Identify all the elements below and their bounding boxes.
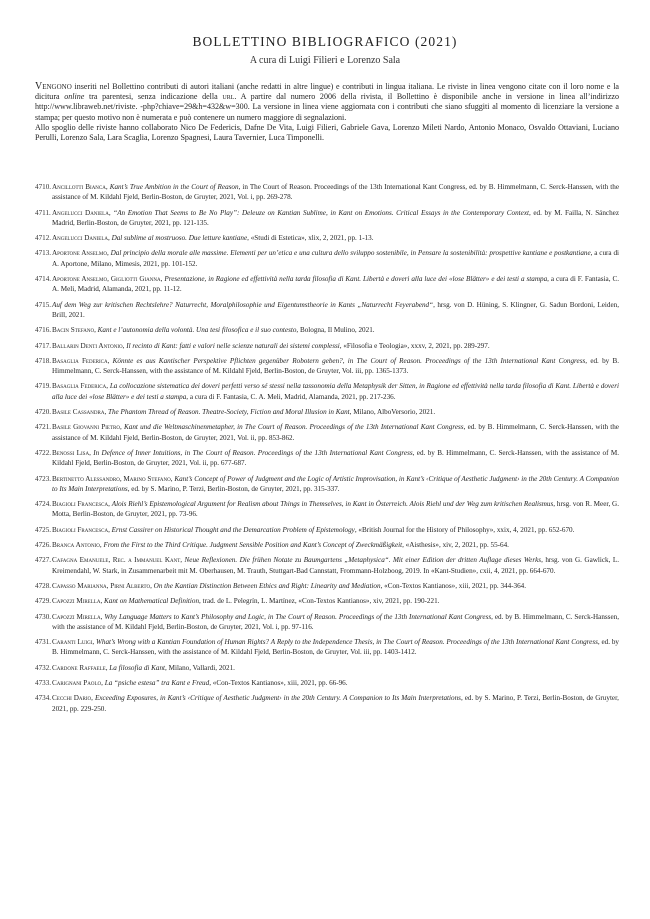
entry-author: Aportone Anselmo [52,249,107,258]
entry-details: , «British Journal for the History of Philosophy», xxix, 4, 2021, pp. 652-670. [354,525,575,534]
entry-details: , ed. by B. Himmelmann, C. Serck-Hanssen, with the assistance of M. Kildahl Fjeld, Berlin-Boston, de Gruyter, Vol. iii, pp. 1403-1412. [52,638,619,657]
entry-number: 4733. [35,678,52,687]
entry-number: 4711. [35,208,51,217]
entry-author: Angelucci Daniela [52,208,109,217]
intro-text-2: tra parentesi, senza indicazione della [84,92,223,102]
entry: 4712.Angelucci Daniela, Dal sublime al mostruoso. Due letture kantiane, «Studi di Estetica», xlix, 2, 2021, pp. 1-13. [35,234,374,243]
entry: 4718.Basaglia Federica, Könnte es aus Kantischer Perspektive Pflichten gegenüber Robotern geben?, in The Court of Reason. Proceedings of the 13th International Kant Congress, ed. by B. Himmelmann, C. Serck-Hanssen, with the assistance of M. Kildahl Fjeld, Berlin-Boston, de Gruyter, Vol. iii, pp. 1365-1373. [35,356,619,376]
entry: 4717.Ballarin Denti Antonio, Il recinto di Kant: fatti e valori nelle scienze naturali dei sistemi complessi, «Filosofia e Teologia», xxxv, 2, 2021, pp. 289-297. [35,341,490,350]
entry-title: Kant on Mathematical Definition [104,597,200,606]
entry: 4722.Benossi Lisa, In Defence of Inner Intuitions, in The Court of Reason. Proceedings of the 13th International Kant Congress, ed. by B. Himmelmann, C. Serck-Hanssen, with the assistance of M. Kildahl Fjeld, Berlin-Boston, de Gruyter, 2021, Vol. ii, pp. 677-687. [35,448,619,468]
entry-number: 4714. [35,275,52,284]
intro-url: url [222,92,235,102]
entry-author: Caranti Luigi [52,638,93,647]
entry: 4723.Bertinetto Alessandro, Marino Stefano, Kant’s Concept of Power of Judgment and the Logic of Artistic Improvisation, in Kant’s ‹Critique of Aesthetic Judgment› in the 20th Century. A Companion to Its Main Interpretations, ed. by S. Marino, P. Terzi, Berlin-Boston, de Gruyter, 2021, pp. 315-337. [35,474,619,493]
entry: 4733.Carignani Paolo, La “psiche estesa” tra Kant e Freud, «Con-Textos Kantianos», xiii, 2021, pp. 66-96. [35,678,348,687]
intro-online: online [64,92,85,102]
entry-number: 4730. [35,612,52,621]
entry-author: Ballarin Denti Antonio [52,341,123,350]
entry-details: , Milano, AlboVersorio, 2021. [349,408,436,417]
entry-number: 4710. [35,183,52,191]
entry-number: 4715. [35,300,52,309]
entry-details: , ed. by M. Failla, N. Sánchez Madrid, Berlin-Boston, de Gruyter, 2021, pp. 121-135. [52,208,620,227]
entry-details: , ed. by S. Marino, P. Terzi, Berlin-Boston, de Gruyter, 2021, pp. 229-250. [52,694,619,713]
entry-author: Basaglia Federica [52,356,108,365]
entry: 4726.Branca Antonio, From the First to the Third Critique. Judgment Sensible Position and Kant’s Concept of Zweckmäßigkeit, «Aisthesis», xiv, 2, 2021, pp. 55-64. [35,541,509,550]
entry-number: 4728. [35,581,52,590]
entry-number: 4712. [35,234,52,243]
entry-details: , a cura di F. Fantasia, C. A. Meli, Madrid, Alamanda, 2021, pp. 11-12. [52,275,619,294]
intro-text-1: inseriti nel Bollettino contributi di autori italiani (anche redatti in altre lingue) e contributi in lingua italiana. Le riviste in linea vengono citate con il loro nome e la dicitura [35,82,619,102]
entry: 4720.Basile Cassandra, The Phantom Thread of Reason. Theatre-Society, Fiction and Moral Illusion in Kant, Milano, AlboVersorio, 2021. [35,408,436,417]
entry-author: Capozzi Mirella [52,612,101,621]
entry-title: La collocazione sistematica dei doveri perfetti verso sé stessi nella tassonomia della Metaphysik der Sitten, in Ragione ed effettività nella tarda filosofia di Kant. Libertà e doveri alla luce dei «lose Blätter» e dei testi a stampa [52,382,619,401]
page-subtitle: A cura di Luigi Filieri e Lorenzo Sala [249,55,401,66]
entry-author: Basaglia Federica [52,382,107,391]
entry-author: Bacin Stefano [52,326,95,335]
entry-title: What’s Wrong with a Kantian Foundation of Human Rights? A Reply to the Independence Thesis, in The Court of Reason. Proceedings of the 13th International Kant Congress [95,638,598,647]
entry-title: On the Kantian Distinction Between Ethics and Right: Linearity and Mediation [153,581,381,590]
entry-title: La “psiche estesa” tra Kant e Freud [104,678,210,687]
entry: 4714.Aportone Anselmo, Gigliotti Gianna, Presentazione, in Ragione ed effettività nella tarda filosofia di Kant. Libertà e doveri alla luce dei «lose Blätter» e dei testi a stampa, a cura di F. Fantasia, C. A. Meli, Madrid, Alamanda, 2021, pp. 11-12. [35,275,619,294]
entry-author: Basile Giovanni Pietro [52,423,120,432]
intro-dropcap: Vengono [35,81,72,92]
entry-title: Dal principio della morale alle massime. Elementi per un’etica e una cultura dello sviluppo sostenibile, in Pensare la sostenibilità: prospettive kantiane e postkantiane [110,249,591,258]
entry-title: La filosofia di Kant [109,663,166,672]
page-title: BOLLETTINO BIBLIOGRAFICO (2021) [192,34,458,49]
entry-title: Kant’s Concept of Power of Judgment and the Logic of Artistic Improvisation, in Kant’s ‹Critique of Aesthetic Judgment› in the 20th Century. A Companion to Its Main Interpretations [52,474,619,493]
entry-title: Kant’s True Ambition in the Court of Reason [109,183,239,191]
intro-collaborators: Allo spoglio delle riviste hanno collaborato Nico De Federicis, Dafne De Vita, Luigi Filieri, Gabriele Gava, Lorenzo Mileti Nardo, Antonio Monaco, Osvaldo Ottaviani, Luciano Perulli, Lorenzo Sala, Lara Scaglia, Lorenzo Spagnesi, Laura Tavernier, Luca Timponelli. [35,122,619,143]
entry-list [35,182,619,719]
entry-author: Capozzi Mirella [52,597,101,606]
entry-details: , ed. by S. Marino, P. Terzi, Berlin-Boston, de Gruyter, 2021, pp. 315-337. [127,484,340,493]
entry: 4716.Bacin Stefano, Kant e l’autonomia della volontà. Una tesi filosofica e il suo contesto, Bologna, Il Mulino, 2021. [35,326,375,335]
entry-author: Aportone Anselmo, Gigliotti Gianna [52,275,161,284]
intro-paragraph [35,82,619,123]
entry: 4728.Capasso Marianna, Pirni Alberto, On the Kantian Distinction Between Ethics and Right: Linearity and Mediation, «Con-Textos Kantianos», xiii, 2021, pp. 344-364. [35,581,527,590]
entry-details: , «Aisthesis», xiv, 2, 2021, pp. 55-64. [402,541,509,550]
entry-title: Kant und die Weltmaschinenmetapher, in The Court of Reason. Proceedings of the 13th International Kant Congress [123,423,464,432]
entry-title: Neue Reflexionen. Die frühen Notate zu Baumgartens „Metaphysica“. Mit einer Edition der dritten Auflage dieses Werks [184,556,542,565]
entry-number: 4724. [35,500,52,509]
entry-details: , hrsg. von R. Meer, G. Motta, Berlin-Boston, de Gruyter, 2021, pp. 73-96. [52,500,619,519]
entry: 4725.Biagioli Francesca, Ernst Cassirer on Historical Thought and the Demarcation Problem of Epistemology, «British Journal for the History of Philosophy», xxix, 4, 2021, pp. 652-670. [35,525,575,534]
entry-number: 4731. [35,638,52,647]
entry-number: 4729. [35,597,52,606]
entry-number: 4713. [35,249,52,258]
intro-text-3: . A partire dal numero 2006 della rivista, il Bollettino è disponibile anche in versione in linea all’indirizzo http://www.libraweb.net/riviste. -php?chiave=29&h=432&w=300. La versione in linea viene aggiornata con i contributi che siano sfuggiti al momento di licenziare la versione a stampa; per questo motivo non è numerata e può contenere un numero maggiore di segnalazioni. [35,92,619,122]
entry-number: 4727. [35,556,52,565]
entry-author: Biagioli Francesca [52,525,109,534]
intro-section [35,82,619,143]
entry-details: , «Con-Textos Kantianos», xiii, 2021, pp. 66-96. [209,678,348,687]
entry-author: Ancillotti Bianca [52,183,106,191]
entry: 4732.Cardone Raffaele, La filosofia di Kant, Milano, Vallardi, 2021. [35,663,235,672]
entry-number: 4716. [35,326,52,335]
entry-title: Ernst Cassirer on Historical Thought and the Demarcation Problem of Epistemology [111,525,355,534]
entry-details: , trad. de L. Pelegrín, L. Martínez, «Con-Textos Kantianos», xiv, 2021, pp. 190-221. [199,597,440,606]
entry-number: 4722. [35,448,52,457]
entry-details: , a cura di A. Aportone, Milano, Mimesis, 2021, pp. 101-152. [52,249,619,268]
entry-author: Angelucci Daniela [52,234,108,243]
entry-details: , «Studi di Estetica», xlix, 2, 2021, pp. 1-13. [247,234,374,243]
entry-number: 4721. [35,423,52,432]
entry-title: In Defence of Inner Intuitions, in The Court of Reason. Proceedings of the 13th International Kant Congress [93,448,413,457]
entry-details: , hrsg. von D. Hüning, S. Klingner, G. Sadun Bordoni, Leiden, Brill, 2021. [52,300,620,319]
entry: 4710.Ancillotti Bianca, Kant’s True Ambition in the Court of Reason, in The Court of Reason. Proceedings of the 13th International Kant Congress, ed. by B. Himmelmann, C. Serck-Hanssen, with the assistance of M. Kildahl Fjeld, Berlin-Boston, de Gruyter, 2021, Vol. i, pp. 269-278. [35,183,619,202]
entry-title: Alois Riehl’s Epistemological Argument for Realism about Things in Themselves, in Kant in Österreich. Alois Riehl und der Weg zum kritischen Realismus [111,500,554,509]
entry-number: 4726. [35,541,52,550]
entry-author: Basile Cassandra [52,408,105,417]
entry: 4729.Capozzi Mirella, Kant on Mathematical Definition, trad. de L. Pelegrín, L. Martínez, «Con-Textos Kantianos», xiv, 2021, pp. 190-221. [35,597,440,606]
entry-title: From the First to the Third Critique. Judgment Sensible Position and Kant’s Concept of Zweckmäßigkeit [103,541,403,550]
entry: 4719.Basaglia Federica, La collocazione sistematica dei doveri perfetti verso sé stessi nella tassonomia della Metaphysik der Sitten, in Ragione ed effettività nella tarda filosofia di Kant. Libertà e doveri alla luce dei «lose Blätter» e dei testi a stampa, a cura di F. Fantasia, C. A. Meli, Madrid, Alamanda, 2021, pp. 217-236. [35,382,619,401]
entry-author: Biagioli Francesca [52,500,109,509]
entry-details: , ed. by B. Himmelmann, C. Serck-Hanssen, with the assistance of M. Kildahl Fjeld, Berlin-Boston, de Gruyter, 2021, Vol. i, pp. 97-116. [52,612,619,631]
entry-details: , hrsg. von G. Gawlick, L. Kreimendahl, W. Stark, in Zusammenarbeit mit M. Oberhausen, M. Trauth, Stuttgart-Bad Cannstatt, Frommann-Holzboog, 2019. In «Kant-Studien», cxii, 4, 2021, pp. 664-670. [52,556,620,575]
entry-details: , Milano, Vallardi, 2021. [165,663,235,672]
entry: 4727.Cafagna Emanuele, Rec. a Immanuel Kant, Neue Reflexionen. Die frühen Notate zu Baumgartens „Metaphysica“. Mit einer Edition der dritten Auflage dieses Werks, hrsg. von G. Gawlick, L. Kreimendahl, W. Stark, in Zusammenarbeit mit M. Oberhausen, M. Trauth, Stuttgart-Bad Cannstatt, Frommann-Holzboog, 2019. In «Kant-Studien», cxii, 4, 2021, pp. 664-670. [35,556,620,575]
entry [35,300,619,321]
entry-number: 4720. [35,408,52,417]
entry: 4711.Angelucci Daniela, “An Emotion That Seems to Be No Play”: Deleuze on Kantian Sublime, in Kant on Emotions. Critical Essays in the Contemporary Context, ed. by M. Failla, N. Sánchez Madrid, Berlin-Boston, de Gruyter, 2021, pp. 121-135. [35,208,620,227]
entry-title: Why Language Matters to Kant’s Philosophy and Logic, in The Court of Reason. Proceedings of the 13th International Kant Congress [104,612,492,621]
entry-title: Kant e l’autonomia della volontà. Una tesi filosofica e il suo contesto [97,326,297,335]
entry: 4731.Caranti Luigi, What’s Wrong with a Kantian Foundation of Human Rights? A Reply to the Independence Thesis, in The Court of Reason. Proceedings of the 13th International Kant Congress, ed. by B. Himmelmann, C. Serck-Hanssen, with the assistance of M. Kildahl Fjeld, Berlin-Boston, de Gruyter, Vol. iii, pp. 1403-1412. [35,638,619,657]
entry-number: 4719. [35,382,52,391]
entry-author: Bertinetto Alessandro, Marino Stefano [52,474,171,483]
entry-title: “An Emotion That Seems to Be No Play”: Deleuze on Kantian Sublime, in Kant on Emotions. Critical Essays in the Contemporary Context [113,208,529,217]
entry: 4734.Cecchi Dario, Exceeding Exposures, in Kant’s ‹Critique of Aesthetic Judgment› in the 20th Century. A Companion to Its Main Interpretations, ed. by S. Marino, P. Terzi, Berlin-Boston, de Gruyter, 2021, pp. 229-250. [35,694,619,713]
entry-title: The Phantom Thread of Reason. Theatre-Society, Fiction and Moral Illusion in Kant [108,408,350,417]
entry-author: Carignani Paolo [52,678,102,687]
entry-author: Benossi Lisa [52,448,90,457]
entry-details: , a cura di F. Fantasia, C. A. Meli, Madrid, Alamanda, 2021, pp. 217-236. [186,392,396,401]
entry-number: 4717. [35,341,52,350]
entry-author: Cafagna Emanuele, Rec. a Immanuel Kant [52,556,181,565]
entry-number: 4718. [35,356,52,365]
entry-title: Il recinto di Kant: fatti e valori nelle scienze naturali dei sistemi complessi [126,341,340,350]
entry-details: , «Con-Textos Kantianos», xiii, 2021, pp. 344-364. [380,581,527,590]
entry-number: 4734. [35,694,52,703]
entry-number: 4732. [35,663,52,672]
entry-details: , Bologna, Il Mulino, 2021. [296,326,375,335]
entry-details: , in The Court of Reason. Proceedings of the 13th International Kant Congress, ed. by B. Himmelmann, C. Serck-Hanssen, with the assistance of M. Kildahl Fjeld, Berlin-Boston, de Gruyter, 2021, Vol. i, pp. 269-278. [52,183,619,202]
entry-title: Presentazione, in Ragione ed effettività nella tarda filosofia di Kant. Libertà e doveri alla luce dei «lose Blätter» e dei testi a stampa [164,275,548,284]
entry-author: Cardone Raffaele [52,663,106,672]
entry: 4721.Basile Giovanni Pietro, Kant und die Weltmaschinenmetapher, in The Court of Reason. Proceedings of the 13th International Kant Congress, ed. by B. Himmelmann, C. Serck-Hanssen, with the assistance of M. Kildahl Fjeld, Berlin-Boston, de Gruyter, 2021, Vol. ii, pp. 853-862. [35,423,619,442]
entry-details: , ed. by B. Himmelmann, C. Serck-Hanssen, with the assistance of M. Kildahl Fjeld, Berlin-Boston, de Gruyter, 2021, Vol. ii, pp. 853-862. [52,423,619,442]
entry-title: Exceeding Exposures, in Kant’s ‹Critique of Aesthetic Judgment› in the 20th Century. A Companion to Its Main Interpretations [94,694,461,703]
entry-title: Dal sublime al mostruoso. Due letture kantiane [111,234,248,243]
entry-title: Auf dem Weg zur kritischen Rechtslehre? Naturrecht, Moralphilosophie und Eigentumstheorie in Kants „Naturrecht Feyerabend“ [52,300,434,309]
entry: 4713.Aportone Anselmo, Dal principio della morale alle massime. Elementi per un’etica e una cultura dello sviluppo sostenibile, in Pensare la sostenibilità: prospettive kantiane e postkantiane, a cura di A. Aportone, Milano, Mimesis, 2021, pp. 101-152. [35,249,619,268]
entry-author: Branca Antonio [52,541,100,550]
entry-number: 4723. [35,474,52,483]
entry-title: Könnte es aus Kantischer Perspektive Pflichten gegenüber Robotern geben?, in The Court of Reason. Proceedings of the 13th International Kant Congress [112,356,586,365]
entry-author: Capasso Marianna, Pirni Alberto [52,581,151,590]
entry-author: Cecchi Dario [52,694,92,703]
entry-details: , «Filosofia e Teologia», xxxv, 2, 2021, pp. 289-297. [339,341,490,350]
entry-details: , ed. by B. Himmelmann, C. Serck-Hanssen, with the assistance of M. Kildahl Fjeld, Berlin-Boston, de Gruyter, Vol. iii, pp. 1365-1373. [52,356,619,376]
entry-number: 4725. [35,525,52,534]
entry: 4730.Capozzi Mirella, Why Language Matters to Kant’s Philosophy and Logic, in The Court of Reason. Proceedings of the 13th International Kant Congress, ed. by B. Himmelmann, C. Serck-Hanssen, with the assistance of M. Kildahl Fjeld, Berlin-Boston, de Gruyter, 2021, Vol. i, pp. 97-116. [35,612,619,631]
entry: 4724.Biagioli Francesca, Alois Riehl’s Epistemological Argument for Realism about Things in Themselves, in Kant in Österreich. Alois Riehl und der Weg zum kritischen Realismus, hrsg. von R. Meer, G. Motta, Berlin-Boston, de Gruyter, 2021, pp. 73-96. [35,500,619,519]
entry-details: , ed. by B. Himmelmann, C. Serck-Hanssen, with the assistance of M. Kildahl Fjeld, Berlin-Boston, de Gruyter, 2021, Vol. ii, pp. 677-687. [52,448,619,468]
